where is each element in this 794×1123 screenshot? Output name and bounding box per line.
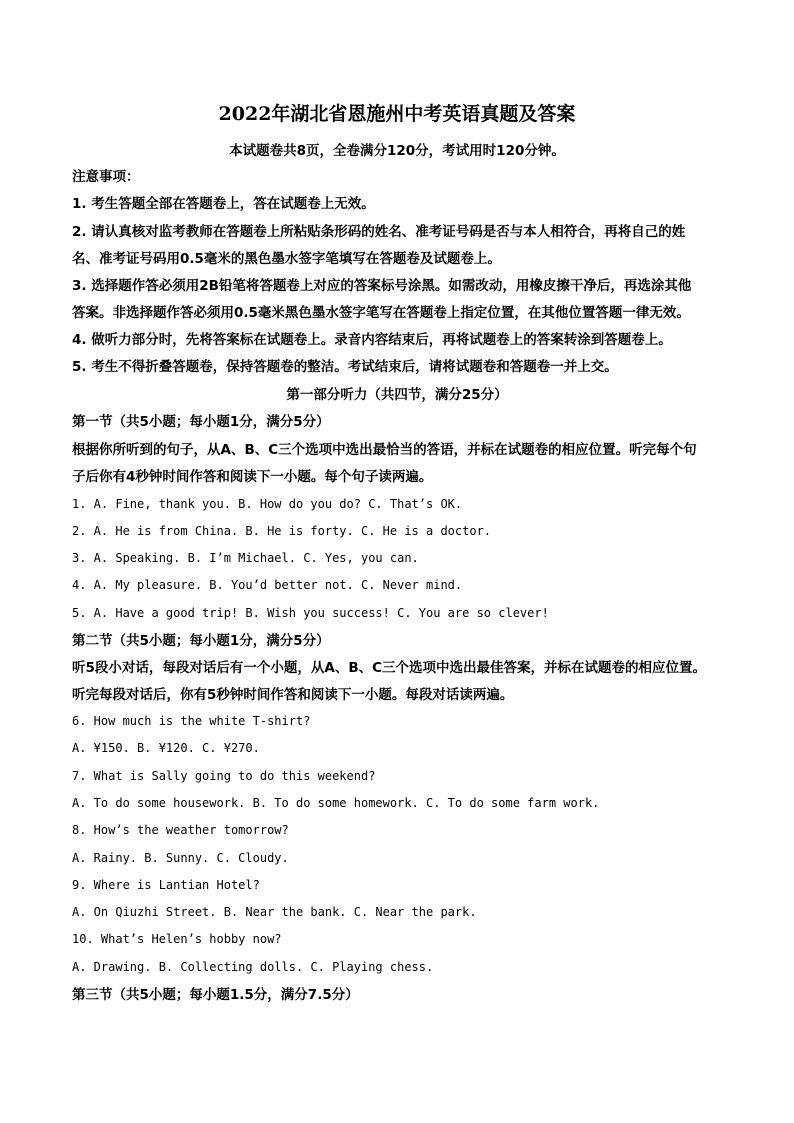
section-heading: 第三节（共5小题；每小题1.5分，满分7.5分） bbox=[72, 987, 359, 1003]
question-line: 9. Where is Lantian Hotel? bbox=[72, 878, 260, 892]
section-instruction: 子后你有4秒钟时间作答和阅读下一小题。每个句子读两遍。 bbox=[72, 469, 433, 485]
question-line: 6. How much is the white T-shirt? bbox=[72, 714, 311, 728]
notice-line: 3. 选择题作答必须用2B铅笔将答题卷上对应的答案标号涂黑。如需改动，用橡皮擦干净后，再选涂其他 bbox=[72, 278, 692, 294]
question-line: 4. A. My pleasure. B. You’d better not. C. Never mind. bbox=[72, 578, 463, 592]
question-line: 8. How’s the weather tomorrow? bbox=[72, 823, 289, 837]
option-line: A. On Qiuzhi Street. B. Near the bank. C. Near the park. bbox=[72, 905, 477, 919]
section-instruction: 听完每段对话后，你有5秒钟时间作答和阅读下一小题。每段对话读两遍。 bbox=[72, 687, 514, 703]
part-heading: 第一部分听力（共四节，满分25分） bbox=[286, 387, 508, 403]
page-subtitle: 本试题卷共8页，全卷满分120分，考试用时120分钟。 bbox=[229, 143, 565, 159]
page-title: 2022年湖北省恩施州中考英语真题及答案 bbox=[218, 103, 576, 125]
notice-line: 名、准考证号码用0.5毫米的黑色墨水签字笔填写在答题卷及试题卷上。 bbox=[72, 251, 501, 267]
question-line: 5. A. Have a good trip! B. Wish you success! C. You are so clever! bbox=[72, 606, 549, 620]
section-instruction: 听5段小对话，每段对话后有一个小题，从A、B、C三个选项中选出最佳答案，并标在试题卷的相应位置。 bbox=[72, 660, 707, 676]
option-line: A. To do some housework. B. To do some homework. C. To do some farm work. bbox=[72, 796, 600, 810]
section-heading: 第二节（共5小题；每小题1分，满分5分） bbox=[72, 633, 330, 649]
notice-heading: 注意事项： bbox=[72, 169, 140, 185]
notice-line: 1. 考生答题全部在答题卷上，答在试题卷上无效。 bbox=[72, 196, 375, 212]
option-line: A. Drawing. B. Collecting dolls. C. Playing chess. bbox=[72, 960, 434, 974]
notice-line: 2. 请认真核对监考教师在答题卷上所粘贴条形码的姓名、准考证号码是否与本人相符合，再将自己的姓 bbox=[72, 224, 686, 240]
notice-line: 5. 考生不得折叠答题卷，保持答题卷的整洁。考试结束后，请将试题卷和答题卷一并上交。 bbox=[72, 359, 618, 375]
question-line: 7. What is Sally going to do this weekend? bbox=[72, 769, 376, 783]
question-line: 10. What’s Helen’s hobby now? bbox=[72, 932, 282, 946]
section-instruction: 根据你所听到的句子，从A、B、C三个选项中选出最恰当的答语，并标在试题卷的相应位置。听完每个句 bbox=[72, 442, 697, 458]
section-heading: 第一节（共5小题；每小题1分，满分5分） bbox=[72, 414, 330, 430]
notice-line: 4. 做听力部分时，先将答案标在试题卷上。录音内容结束后，再将试题卷上的答案转涂到答题卷上。 bbox=[72, 332, 672, 348]
option-line: A. Rainy. B. Sunny. C. Cloudy. bbox=[72, 851, 289, 865]
question-line: 3. A. Speaking. B. I’m Michael. C. Yes, you can. bbox=[72, 551, 419, 565]
question-line: 2. A. He is from China. B. He is forty. C. He is a doctor. bbox=[72, 524, 492, 538]
option-line: A. ¥150. B. ¥120. C. ¥270. bbox=[72, 741, 260, 755]
notice-line: 答案。非选择题作答必须用0.5毫米黑色墨水签字笔写在答题卷上指定位置，在其他位置答题一律无效。 bbox=[72, 305, 690, 321]
question-line: 1. A. Fine, thank you. B. How do you do? C. That’s OK. bbox=[72, 497, 463, 511]
